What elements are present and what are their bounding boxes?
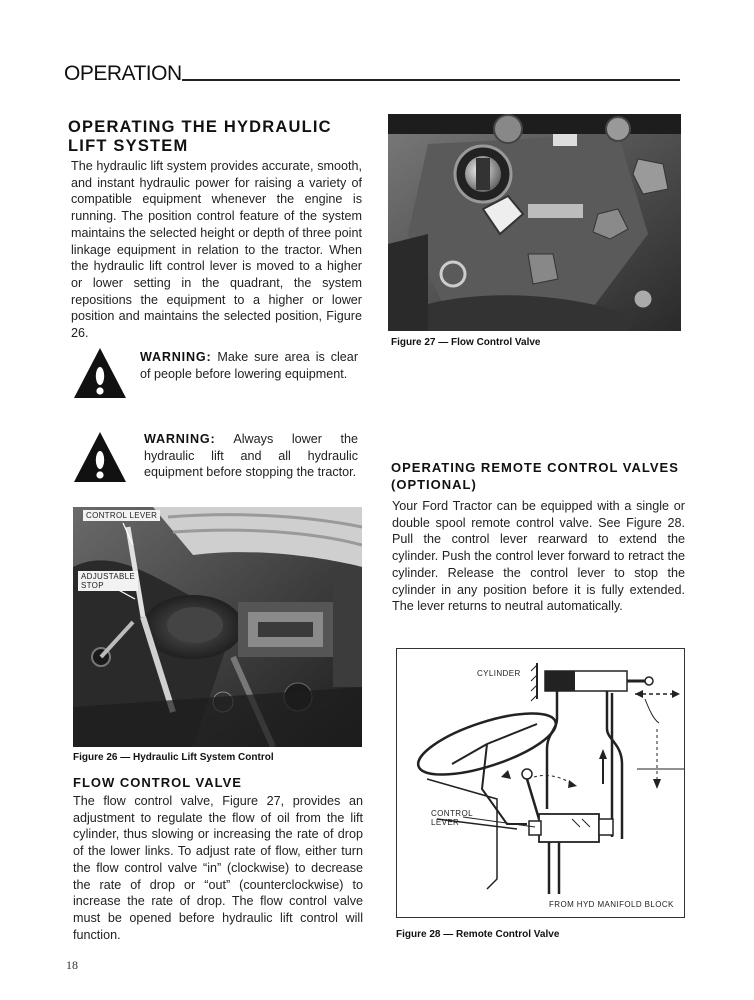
warning-1-message: Make sure area is clear of people before lowering equipment. <box>140 350 359 381</box>
flow-control-body: The flow control valve, Figure 27, provides an adjustment to regulate the flow of oil from the lift cylinder, thus slowing or increasing the rate of drop of the lower links. To adjust rate of flow, either turn the flow control valve “in” (clockwise) to decrease the rate of drop or “out” (counterclockwise) to increase the rate of drop. The flow control valve must be opened before hydraulic lift control will function. <box>73 794 363 942</box>
warning-1-text <box>140 346 358 382</box>
figure-28-caption: Figure 28 — Remote Control Valve <box>396 929 560 940</box>
diagram-label-lever: LEVER <box>431 818 460 827</box>
warning-icon <box>72 346 128 400</box>
hydraulic-heading-line2: LIFT SYSTEM <box>68 137 189 155</box>
warning-2-message: Always lower the hydraulic lift and all hydraulic equipment before stopping the tractor. <box>144 432 358 479</box>
callout-stop: STOP <box>81 581 104 590</box>
diagram-label-control-lever <box>431 809 473 827</box>
warning-1-label: WARNING: <box>140 350 212 364</box>
flow-control-heading: FLOW CONTROL VALVE <box>73 775 242 790</box>
diagram-label-manifold: FROM HYD MANIFOLD BLOCK <box>549 900 674 909</box>
callout-adjustable-stop <box>78 571 138 591</box>
remote-heading-line1: OPERATING REMOTE CONTROL VALVES <box>391 460 679 475</box>
remote-heading-line2: (OPTIONAL) <box>391 477 477 492</box>
figure-27-photo <box>388 114 681 331</box>
warning-2-text <box>144 430 358 481</box>
hydraulic-heading-line1: OPERATING THE HYDRAULIC <box>68 118 332 136</box>
figure-27-caption: Figure 27 — Flow Control Valve <box>391 337 541 348</box>
section-title: OPERATION <box>64 62 182 85</box>
warning-1 <box>72 346 362 400</box>
remote-heading <box>391 459 679 493</box>
remote-body: Your Ford Tractor can be equipped with a single or double spool remote control valve. See Figure 28. Pull the control lever rearward to extend the cylinder. Push the control lever forward to retract the cylinder. Release the control lever to stop the cylinder in any position before it is fully extended. The lever returns to neutral automatically. <box>392 499 685 614</box>
hydraulic-body: The hydraulic lift system provides accurate, smooth, and instant hydraulic power for raising a variety of compatible equipment whenever the engine is running. The position control feature of the system maintains the selected height or depth of three point linkage equipment in relation to the tractor. When the hydraulic lift control lever is moved to a higher or lower setting in the quadrant, the system repositions the equipment to a higher or lower position and maintains the selected position, Figure 26. <box>71 159 362 341</box>
diagram-label-control: CONTROL <box>431 809 473 818</box>
figure-26-image <box>73 507 362 747</box>
figure-28-drawing <box>397 649 684 917</box>
figure-27-image <box>388 114 681 331</box>
diagram-label-cylinder: CYLINDER <box>477 669 521 678</box>
warning-2-label: WARNING: <box>144 432 216 446</box>
figure-28-diagram <box>396 648 685 918</box>
page-number: 18 <box>66 958 78 972</box>
warning-2 <box>72 430 362 484</box>
hydraulic-heading <box>68 118 368 156</box>
figure-26-caption: Figure 26 — Hydraulic Lift System Control <box>73 752 274 763</box>
callout-adjustable: ADJUSTABLE <box>81 572 135 581</box>
header-rule <box>182 79 680 81</box>
figure-26-photo <box>73 507 362 747</box>
warning-icon <box>72 430 128 484</box>
callout-control-lever: CONTROL LEVER <box>83 510 160 521</box>
